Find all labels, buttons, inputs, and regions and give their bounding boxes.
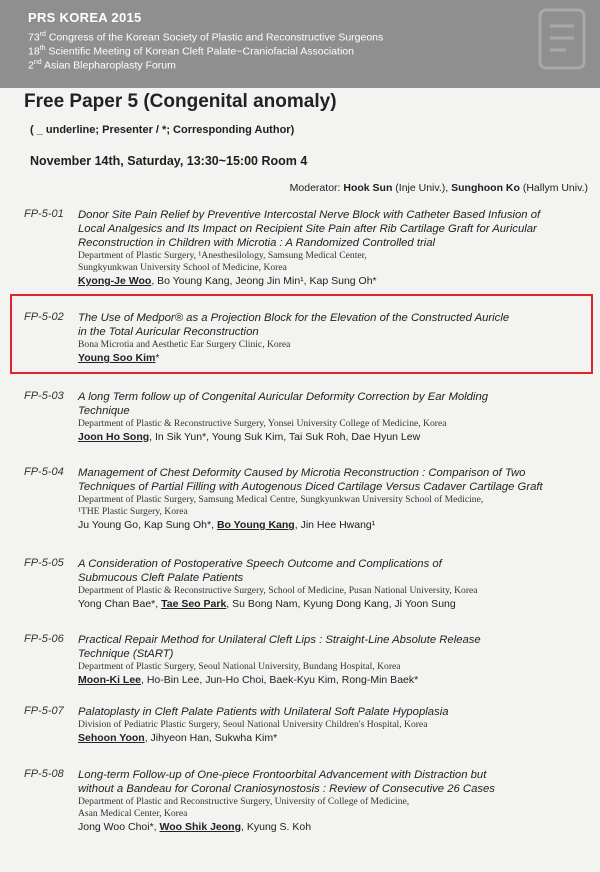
moderator-1: Hook Sun <box>343 182 393 194</box>
paper-body <box>78 208 594 288</box>
paper-body <box>78 390 594 444</box>
paper-affiliation-line: Division of Pediatric Plastic Surgery, Seoul National University Children's Hospital, Korea <box>78 719 428 730</box>
author-name: * <box>155 352 160 364</box>
paper-title-line: Local Analgesics and Its Impact on Recipient Site Pain after Rib Cartilage Graft for Auricular <box>78 223 537 235</box>
conference-header <box>0 0 600 88</box>
author-name: Yong Chan Bae*, <box>78 598 162 610</box>
header-line-2: 18th Scientific Meeting of Korean Cleft Palate−Craniofacial Association <box>28 45 354 58</box>
page-title: Free Paper 5 (Congenital anomaly) <box>24 91 337 112</box>
presenter-name: Moon-Ki Lee <box>78 674 141 686</box>
paper-body <box>78 705 594 745</box>
author-name: , Bo Young Kang, Jeong Jin Min¹, Kap Sung Oh* <box>151 275 377 287</box>
paper-title-line: in the Total Auricular Reconstruction <box>78 326 259 338</box>
paper-body <box>78 557 594 611</box>
presenter-name: Young Soo Kim <box>78 352 156 364</box>
paper-authors <box>78 731 594 745</box>
paper-id: FP-5-06 <box>24 633 64 645</box>
paper-affiliation-line: Department of Plastic and Reconstructive Surgery, University of College of Medicine, <box>78 796 410 807</box>
paper-affiliation-line: Department of Plastic & Reconstructive Surgery, School of Medicine, Pusan National University, Korea <box>78 585 478 596</box>
paper-authors <box>78 351 594 365</box>
author-name: , In Sik Yun*, Young Suk Kim, Tai Suk Roh, Dae Hyun Lew <box>149 431 421 443</box>
author-name: , Jihyeon Han, Sukwha Kim* <box>144 732 278 744</box>
paper-body <box>78 768 594 834</box>
paper-title-line: Long-term Follow-up of One-piece Frontoorbital Advancement with Distraction but <box>78 769 487 781</box>
paper-id: FP-5-05 <box>24 557 64 569</box>
paper-authors <box>78 274 594 288</box>
paper-title-line: Reconstruction in Children with Microtia : A Randomized Controlled trial <box>78 237 436 249</box>
paper-body <box>78 633 594 687</box>
paper-authors <box>78 597 594 611</box>
paper-title-line: Technique <box>78 405 130 417</box>
paper-title-line: The Use of Medpor® as a Projection Block for the Elevation of the Constructed Auricle <box>78 312 510 324</box>
author-name: , Kyung S. Koh <box>241 821 312 833</box>
author-name: Jong Woo Choi*, <box>78 821 160 833</box>
moderator-line: Moderator: Hook Sun (Inje Univ.), Sunghoon Ko (Hallym Univ.) <box>289 182 588 194</box>
moderator-2: Sunghoon Ko <box>451 182 520 194</box>
session-datetime: November 14th, Saturday, 13:30~15:00 Room 4 <box>30 154 308 168</box>
presenter-name: Sehoon Yoon <box>78 732 145 744</box>
paper-id: FP-5-04 <box>24 466 64 478</box>
author-name: , Su Bong Nam, Kyung Dong Kang, Ji Yoon Sung <box>226 598 456 610</box>
paper-affiliation-line: Asan Medical Center, Korea <box>78 808 188 819</box>
paper-authors <box>78 820 594 834</box>
paper-title-line: without a Bandeau for Coronal Craniosynostosis : Review of Consecutive 26 Cases <box>78 783 495 795</box>
presenter-name: Joon Ho Song <box>78 431 150 443</box>
paper-authors <box>78 673 594 687</box>
paper-title-line: A Consideration of Postoperative Speech Outcome and Complications of <box>78 558 442 570</box>
header-decoration-icon <box>532 6 592 76</box>
presenter-name: Tae Seo Park <box>161 598 227 610</box>
presenter-name: Woo Shik Jeong <box>159 821 242 833</box>
paper-authors <box>78 430 594 444</box>
paper-affiliation-line: Department of Plastic Surgery, Samsung Medical Centre, Sungkyunkwan University School of Medicine, <box>78 494 484 505</box>
presenter-name: Kyong-Je Woo <box>78 275 152 287</box>
conference-name: PRS KOREA 2015 <box>28 10 142 25</box>
paper-title-line: Submucous Cleft Palate Patients <box>78 572 244 584</box>
paper-affiliation-line: Sungkyunkwan University School of Medicine, Korea <box>78 262 287 273</box>
paper-id: FP-5-07 <box>24 705 64 717</box>
paper-affiliation-line: Department of Plastic Surgery, Seoul National University, Bundang Hospital, Korea <box>78 661 401 672</box>
paper-title-line: A long Term follow up of Congenital Auricular Deformity Correction by Ear Molding <box>78 391 489 403</box>
paper-affiliation-line: Bona Microtia and Aesthetic Ear Surgery Clinic, Korea <box>78 339 291 350</box>
paper-id: FP-5-01 <box>24 208 64 220</box>
paper-id: FP-5-08 <box>24 768 64 780</box>
author-name: Ju Young Go, Kap Sung Oh*, <box>78 519 217 531</box>
paper-body <box>78 311 594 365</box>
paper-title-line: Practical Repair Method for Unilateral Cleft Lips : Straight-Line Absolute Release <box>78 634 481 646</box>
paper-affiliation-line: Department of Plastic Surgery, ¹Anesthesilology, Samsung Medical Center, <box>78 250 367 261</box>
paper-authors <box>78 518 594 532</box>
paper-id: FP-5-02 <box>24 311 64 323</box>
presenter-name: Bo Young Kang <box>216 519 295 531</box>
header-line-3: 2nd Asian Blepharoplasty Forum <box>28 59 176 72</box>
paper-title-line: Management of Chest Deformity Caused by Microtia Reconstruction : Comparison of Two <box>78 467 526 479</box>
paper-id: FP-5-03 <box>24 390 64 402</box>
paper-title-line: Techniques of Partial Filling with Autogenous Diced Cartilage Versus Cadaver Cartilage Graft <box>78 481 543 493</box>
paper-affiliation-line: ¹THE Plastic Surgery, Korea <box>78 506 188 517</box>
header-line-1: 73rd Congress of the Korean Society of Plastic and Reconstructive Surgeons <box>28 31 384 44</box>
paper-title-line: Technique (StART) <box>78 648 174 660</box>
paper-title-line: Donor Site Pain Relief by Preventive Intercostal Nerve Block with Catheter Based Infusion of <box>78 209 541 221</box>
author-name: , Ho-Bin Lee, Jun-Ho Choi, Baek-Kyu Kim, Rong-Min Baek* <box>141 674 419 686</box>
author-legend: ( _ underline; Presenter / *; Corresponding Author) <box>30 124 295 136</box>
paper-affiliation-line: Department of Plastic & Reconstructive Surgery, Yonsei University College of Medicine, Korea <box>78 418 447 429</box>
author-name: , Jin Hee Hwang¹ <box>294 519 376 531</box>
paper-title-line: Palatoplasty in Cleft Palate Patients with Unilateral Soft Palate Hypoplasia <box>78 706 449 718</box>
paper-body <box>78 466 594 532</box>
